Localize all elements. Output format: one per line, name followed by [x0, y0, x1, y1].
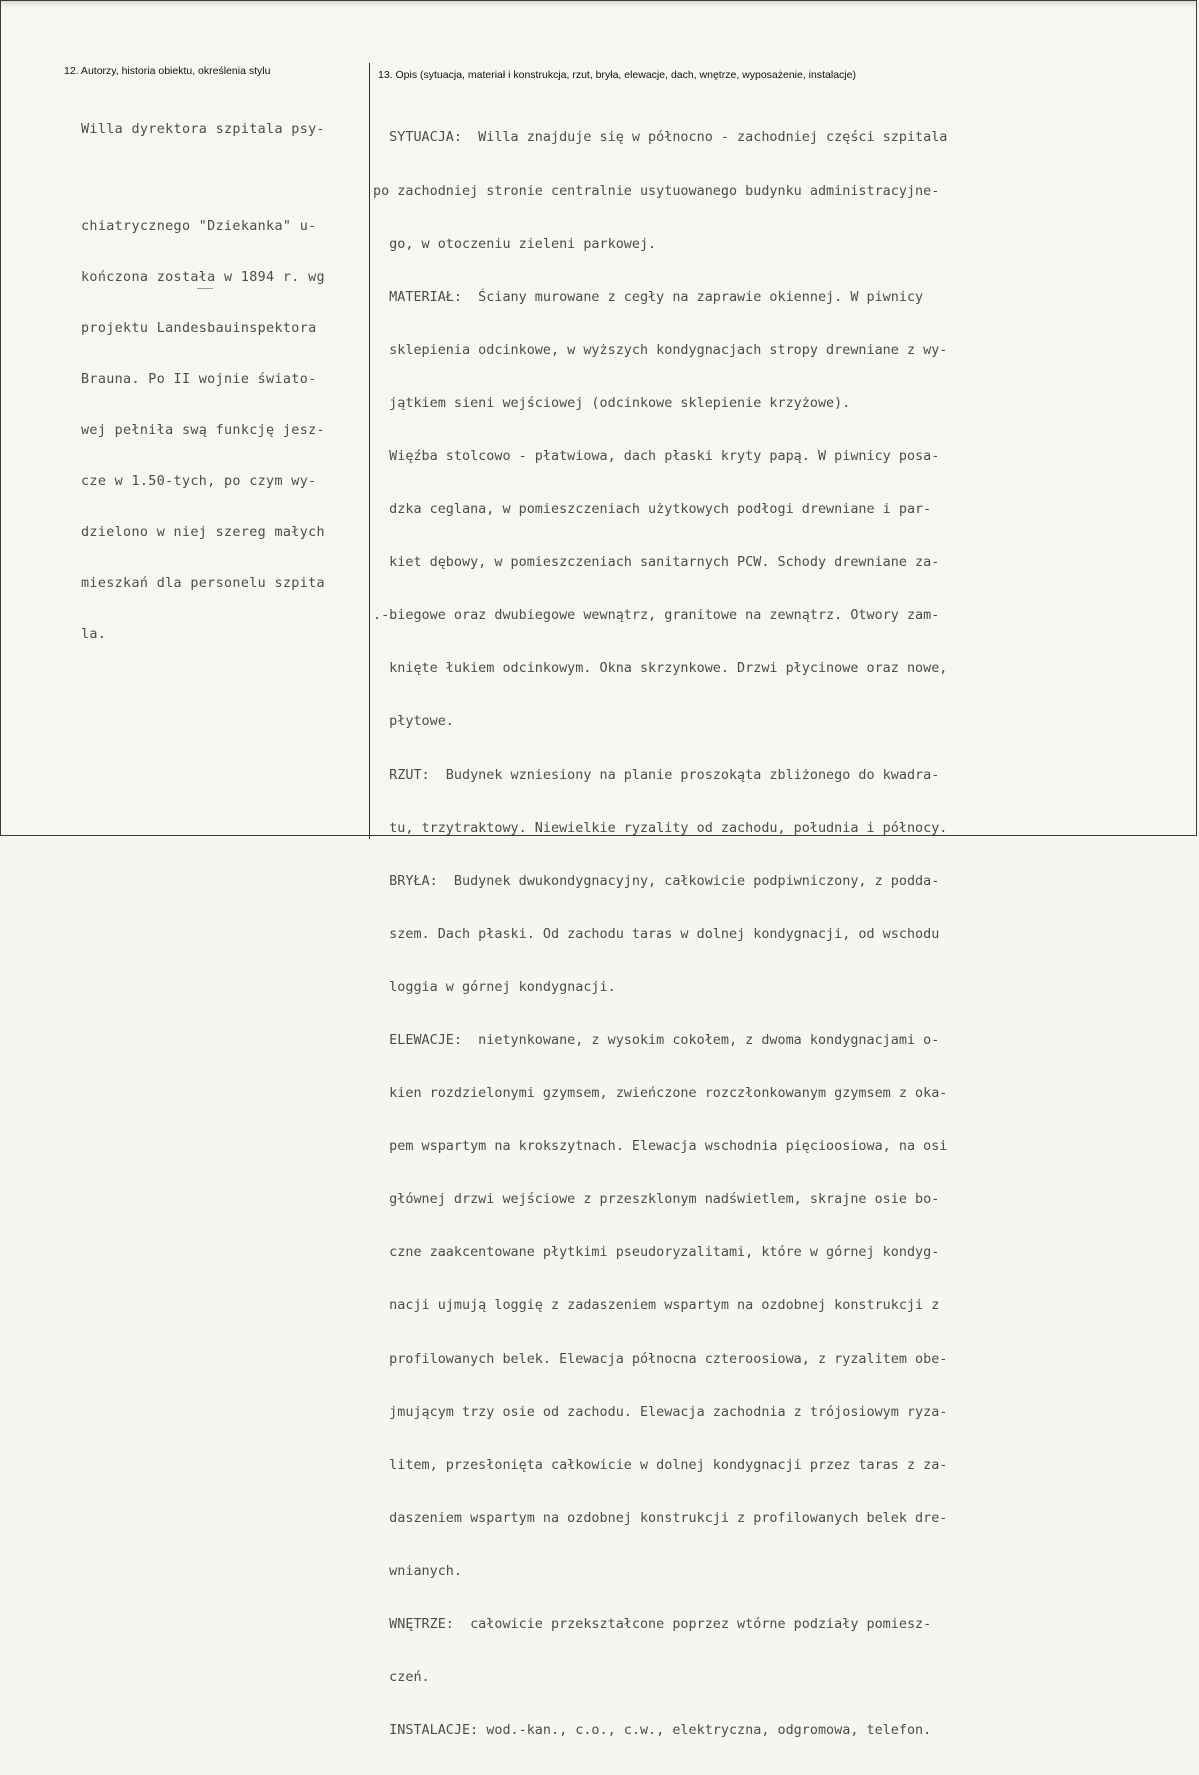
history-line-gap — [81, 172, 371, 184]
description-line: kiet dębowy, w pomieszczeniach sanitarnych PCW. Schody drewniane za- — [373, 555, 940, 571]
description-line: kien rozdzielonymi gzymsem, zwieńczone rozczłonkowanym gzymsem z oka- — [373, 1086, 948, 1102]
description-line: INSTALACJE: wod.-kan., c.o., c.w., elektryczna, odgromowa, telefon. — [373, 1723, 932, 1739]
description-line: głównej drzwi wejściowe z przeszklonym nadświetlem, skrajne osie bo- — [373, 1192, 940, 1208]
description-line: BRYŁA: Budynek dwukondygnacyjny, całkowicie podpiwniczony, z podda- — [373, 873, 940, 889]
section-12-heading: 12. Autorzy, historia obiektu, określenia stylu — [64, 65, 271, 77]
description-line: ELEWACJE: nietynkowane, z wysokim cokołem, z dwoma kondygnacjami o- — [373, 1033, 940, 1048]
history-line: cze w 1.50-tych, po czym wy- — [81, 474, 317, 489]
history-line: Willa dyrektora szpitala psy- — [81, 122, 325, 137]
history-line: mieszkań dla personelu szpita — [81, 576, 325, 591]
description-line: pem wspartym na krokszytnach. Elewacja wschodnia pięcioosiowa, na osi — [373, 1139, 948, 1155]
description-line: .-biegowe oraz dwubiegowe wewnątrz, granitowe na zewnątrz. Otwory zam- — [373, 608, 940, 624]
description-text — [373, 94, 1083, 1775]
description-line: Więźba stolcowo - płatwiowa, dach płaski kryty papą. W piwnicy posa- — [373, 448, 940, 464]
description-line: go, w otoczeniu zieleni parkowej. — [373, 236, 657, 252]
description-line: tu, trzytraktowy. Niewielkie ryzality od zachodu, południa i północy. — [373, 820, 948, 836]
description-line: litem, przesłonięta całkowicie w dolnej kondygnacji przez taras z za- — [373, 1457, 948, 1473]
pencil-dash-mark — [197, 288, 213, 289]
description-line: knięte łukiem odcinkowym. Okna skrzynkowe. Drzwi płycinowe oraz nowe, — [373, 661, 948, 677]
description-line: profilowanych belek. Elewacja północna czteroosiowa, z ryzalitem obe- — [373, 1351, 948, 1367]
section-13-heading: 13. Opis (sytuacja, materiał i konstrukcja, rzut, bryła, elewacje, dach, wnętrze, wyposażenie, instalacje) — [378, 69, 856, 81]
history-line: wej pełniła swą funkcję jesz- — [81, 423, 325, 438]
description-line: jątkiem sieni wejściowej (odcinkowe sklepienie krzyżowe). — [373, 395, 851, 411]
history-line: kończona została w 1894 r. wg — [81, 270, 325, 285]
history-line: Brauna. Po II wojnie świato- — [81, 372, 317, 387]
description-line: loggia w górnej kondygnacji. — [373, 979, 616, 995]
description-line: wnianych. — [373, 1563, 462, 1579]
description-line: nacji ujmują loggię z zadaszeniem wspartym na ozdobnej konstrukcji z — [373, 1298, 940, 1314]
history-line: la. — [81, 627, 107, 642]
description-line: MATERIAŁ: Ściany murowane z cegły na zaprawie okiennej. W piwnicy — [373, 289, 924, 305]
description-line: daszeniem wspartym na ozdobnej konstrukcji z profilowanych belek dre- — [373, 1510, 948, 1526]
description-line: SYTUACJA: Willa znajduje się w północno - zachodniej części szpitala — [373, 130, 948, 146]
description-line: po zachodniej stronie centralnie usytuowanego budynku administracyjne- — [373, 183, 940, 199]
description-line: szem. Dach płaski. Od zachodu taras w dolnej kondygnacji, od wschodu — [373, 926, 940, 942]
history-line: chiatrycznego "Dziekanka" u- — [81, 219, 317, 234]
description-line: RZUT: Budynek wzniesiony na planie proszokąta zbliżonego do kwadra- — [373, 767, 940, 783]
history-text — [81, 87, 371, 677]
description-line: czeń. — [373, 1670, 430, 1686]
description-line: jmującym trzy osie od zachodu. Elewacja zachodnia z trójosiowym ryza- — [373, 1404, 948, 1420]
description-line: dzka ceglana, w pomieszczeniach użytkowych podłogi drewniane i par- — [373, 502, 932, 518]
description-line: WNĘTRZE: całowicie przekształcone poprzez wtórne podziały pomiesz- — [373, 1617, 932, 1633]
description-line: czne zaakcentowane płytkimi pseudoryzalitami, które w górnej kondyg- — [373, 1245, 940, 1261]
description-line: sklepienia odcinkowe, w wyższych kondygnacjach stropy drewniane z wy- — [373, 342, 948, 358]
history-line: dzielono w niej szereg małych — [81, 525, 325, 540]
history-line: projektu Landesbauinspektora — [81, 321, 317, 336]
description-line: płytowe. — [373, 714, 454, 730]
